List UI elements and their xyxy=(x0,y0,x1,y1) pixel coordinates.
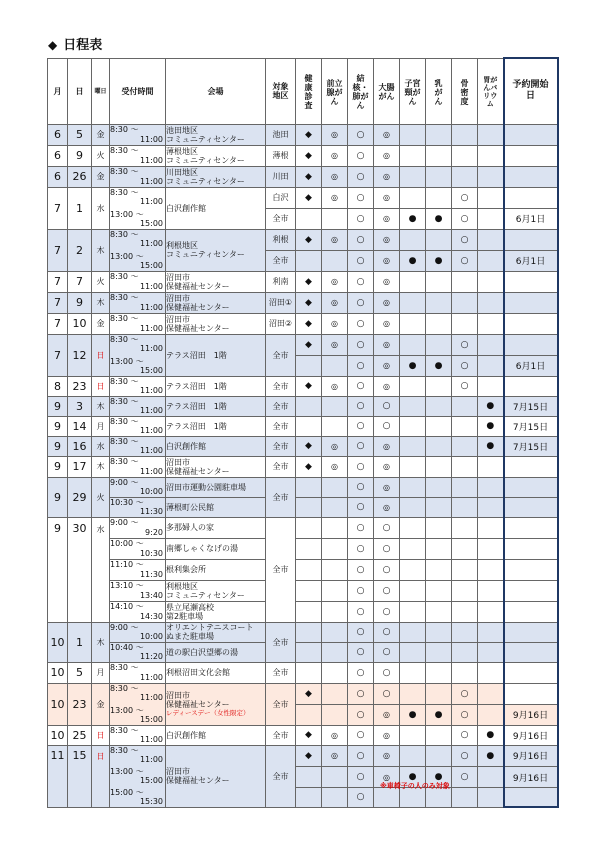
table-row: 10:00 ～ 10:30 南郷しゃくなげの湯 ○ ○ xyxy=(48,538,558,559)
table-row: 9 29 火 9:00 ～ 10:00 沼田市運動公園駐車場 全市 ○ ◎ xyxy=(48,477,558,497)
table-row: 全市 ○ ◎ ● ● ○ 6月1日 xyxy=(48,208,558,229)
header-row xyxy=(48,58,558,124)
table-row: 6 9 火 8:30 ～ 11:00 薄根地区 コミュニティセンター 薄根 ◆ ◎ ○ ◎ xyxy=(48,145,558,166)
table-row: 7 2 木 8:30 ～ 11:00 13:00 ～ 15:00 利根地区 コミュニティセンター 利根 ◆ ◎ ○ ◎ ○ xyxy=(48,229,558,250)
header-colon: 大腸がん xyxy=(374,58,400,124)
diamond-icon: ◆ xyxy=(48,38,58,52)
header-prostate: 前立腺がん xyxy=(322,58,348,124)
table-row: 全市 ○ ◎ ● ● ○ 6月1日 xyxy=(48,250,558,271)
table-row: 7 7 火 8:30 ～ 11:00 沼田市 保健福祉センター 利南 ◆ ◎ ○ ◎ xyxy=(48,271,558,292)
table-row: 7 1 水 8:30 ～ 11:00 13:00 ～ 15:00 白沢創作館 白沢 ◆ ◎ ○ ◎ ○ xyxy=(48,187,558,208)
header-reserve: 予約開始日 xyxy=(504,58,558,124)
header-health: 健康診査 xyxy=(296,58,322,124)
header-hours: 受付時間 xyxy=(110,58,166,124)
wheelchair-note: ※車椅子の人のみ対象 xyxy=(380,782,450,790)
header-lung: 結核・肺がん xyxy=(348,58,374,124)
table-row: 6 5 金 8:30 ～ 11:00 池田地区 コミュニティセンター 池田 ◆ ◎ ○ ◎ xyxy=(48,124,558,145)
table-row: ○ ◎ ● ● ○ 9月16日 xyxy=(48,766,558,787)
header-day: 日 xyxy=(68,58,92,124)
header-venue: 会場 xyxy=(166,58,266,124)
table-row: ○ ◎ ● ● ○ 9月16日 xyxy=(48,704,558,725)
table-row: 9 3 木 8:30 ～ 11:00 テラス沼田 1階 全市 ○ ○ ● 7月15日 xyxy=(48,396,558,416)
table-row: 13:10 ～ 13:40 利根地区 コミュニティセンター ○ ○ xyxy=(48,580,558,601)
table-row: 7 9 木 8:30 ～ 11:00 沼田市 保健福祉センター 沼田① ◆ ◎ ○ ◎ xyxy=(48,292,558,313)
header-dow: 曜日 xyxy=(92,58,110,124)
table-row: ○ xyxy=(48,788,558,807)
table-row: 10 25 日 8:30 ～ 11:00 白沢創作館 全市 ◆ ◎ ○ ◎ ○ ● 9月16日 xyxy=(48,725,558,745)
header-area: 対象地区 xyxy=(266,58,296,124)
table-row: 9 17 木 8:30 ～ 11:00 沼田市 保健福祉センター 全市 ◆ ◎ ○ ◎ xyxy=(48,456,558,477)
table-row: 10 1 木 9:00 ～ 10:00 オリエントテニスコート ぬまた駐車場 全市 ○ ○ xyxy=(48,622,558,642)
table-row: 10:30 ～ 11:30 薄根町公民館 ○ ◎ xyxy=(48,497,558,517)
table-row: 10 23 金 8:30 ～ 11:00 13:00 ～ 15:00 沼田市 保健福祉センター レディースデー（女性限定） 全市 ◆ ○ ○ ○ xyxy=(48,683,558,704)
table-row: 8 23 日 8:30 ～ 11:00 テラス沼田 1階 全市 ◆ ◎ ○ ◎ ○ xyxy=(48,376,558,396)
table-row: 7 10 金 8:30 ～ 11:00 沼田市 保健福祉センター 沼田② ◆ ◎ ○ ◎ xyxy=(48,313,558,334)
table-row: 9 14 月 8:30 ～ 11:00 テラス沼田 1階 全市 ○ ○ ● 7月15日 xyxy=(48,416,558,436)
table-row: ○ ◎ ● ● ○ 6月1日 xyxy=(48,355,558,376)
table-row: 10:40 ～ 11:20 道の駅白沢望郷の湯 ○ ○ xyxy=(48,642,558,662)
table-row: 6 26 金 8:30 ～ 11:00 川田地区 コミュニティセンター 川田 ◆ ◎ ○ ◎ xyxy=(48,166,558,187)
header-gastric: 胃がんバリウム xyxy=(478,58,504,124)
table-row: 10 5 月 8:30 ～ 11:00 利根沼田文化会館 全市 ○ ○ xyxy=(48,662,558,683)
table-row: 11 15 日 8:30 ～ 11:00 13:00 ～ 15:00 15:00 ～ 15:30 沼田市 保健福祉センター 全市 ◆ ◎ ○ ◎ ○ ● 9月16日 xyxy=(48,745,558,766)
header-uterine: 子宮頸がん xyxy=(400,58,426,124)
table-row: 14:10 ～ 14:30 県立尾瀬高校 第2駐車場 ○ ○ xyxy=(48,601,558,622)
schedule-table xyxy=(47,57,559,808)
table-row: 11:10 ～ 11:30 根利集会所 ○ ○ xyxy=(48,559,558,580)
header-bone: 骨密度 xyxy=(452,58,478,124)
header-month: 月 xyxy=(48,58,68,124)
table-row: 9 30 水 9:00 ～ 9:20 多那婦人の家 全市 ○ ○ xyxy=(48,517,558,538)
page-title: ◆ 日程表 xyxy=(48,38,103,53)
table-row: 9 16 水 8:30 ～ 11:00 白沢創作館 全市 ◆ ◎ ○ ◎ ● 7月15日 xyxy=(48,436,558,456)
table-row: 7 12 日 8:30 ～ 11:00 13:00 ～ 15:00 テラス沼田 1階 全市 ◆ ◎ ○ ◎ ○ xyxy=(48,334,558,355)
header-breast: 乳がん xyxy=(426,58,452,124)
